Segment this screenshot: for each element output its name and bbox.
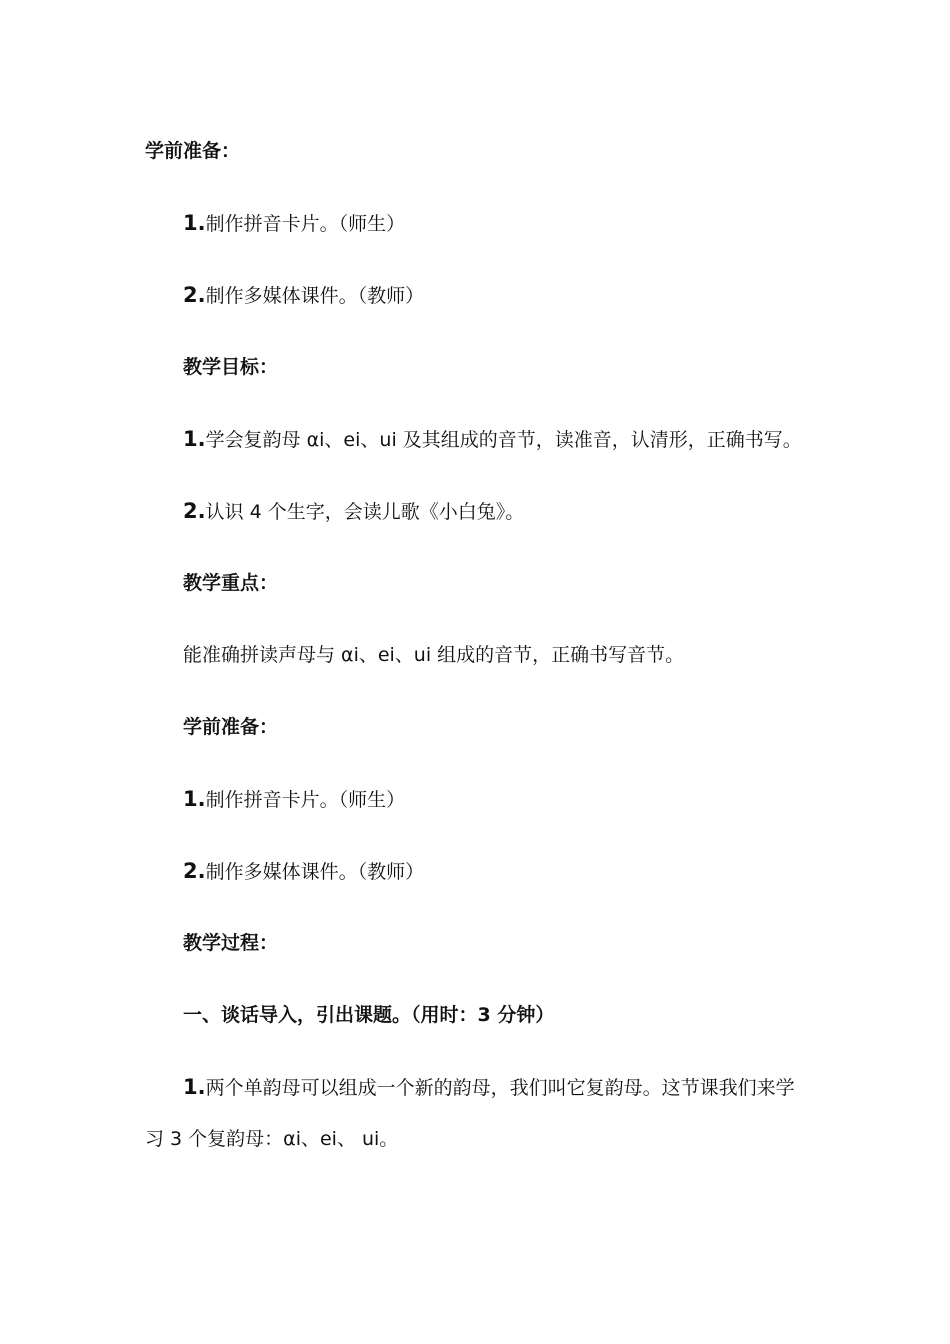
prep2-item-2-text: 制作多媒体课件。（教师）: [205, 861, 425, 883]
prep1-item-2-text: 制作多媒体课件。（教师）: [205, 285, 425, 307]
goal-item-1-text: 学会复韵母 αi、ei、ui 及其组成的音节，读准音，认清形，正确书写。: [205, 429, 802, 451]
prep1-item-1-number: 1.: [183, 211, 206, 235]
process-heading: 教学过程：: [183, 932, 279, 954]
prep2-item-1-text: 制作拼音卡片。（师生）: [205, 789, 406, 811]
prep1-item-2-number: 2.: [183, 283, 206, 307]
prep-heading-2: 学前准备：: [183, 716, 279, 738]
goal-item-2-text: 认识 4 个生字，会读儿歌《小白兔》。: [205, 501, 525, 523]
goal-item-1: [183, 426, 802, 453]
step1-heading: 一、谈话导入，引出课题。（用时：3 分钟）: [183, 1004, 555, 1026]
goal-item-2-number: 2.: [183, 499, 206, 523]
prep-heading-1: 学前准备：: [145, 140, 241, 162]
prep2-item-2-number: 2.: [183, 859, 206, 883]
step1-item-1-text-line2: 习 3 个复韵母：αi、ei、 ui。: [145, 1128, 399, 1150]
goal-item-1-number: 1.: [183, 427, 206, 451]
prep1-item-2: [183, 282, 424, 309]
goal-item-2: [183, 498, 524, 525]
focus-heading: 教学重点：: [183, 572, 279, 594]
prep1-item-1: [183, 210, 405, 237]
prep2-item-1-number: 1.: [183, 787, 206, 811]
prep2-item-1: [183, 786, 405, 813]
step1-item-1: [183, 1074, 795, 1101]
step1-item-1-text-line1: 两个单韵母可以组成一个新的韵母，我们叫它复韵母。这节课我们来学: [205, 1077, 795, 1099]
step1-item-1-number: 1.: [183, 1075, 206, 1099]
prep2-item-2: [183, 858, 424, 885]
goals-heading: 教学目标：: [183, 356, 279, 378]
focus-text: 能准确拼读声母与 αi、ei、ui 组成的音节，正确书写音节。: [183, 644, 685, 666]
prep1-item-1-text: 制作拼音卡片。（师生）: [205, 213, 406, 235]
